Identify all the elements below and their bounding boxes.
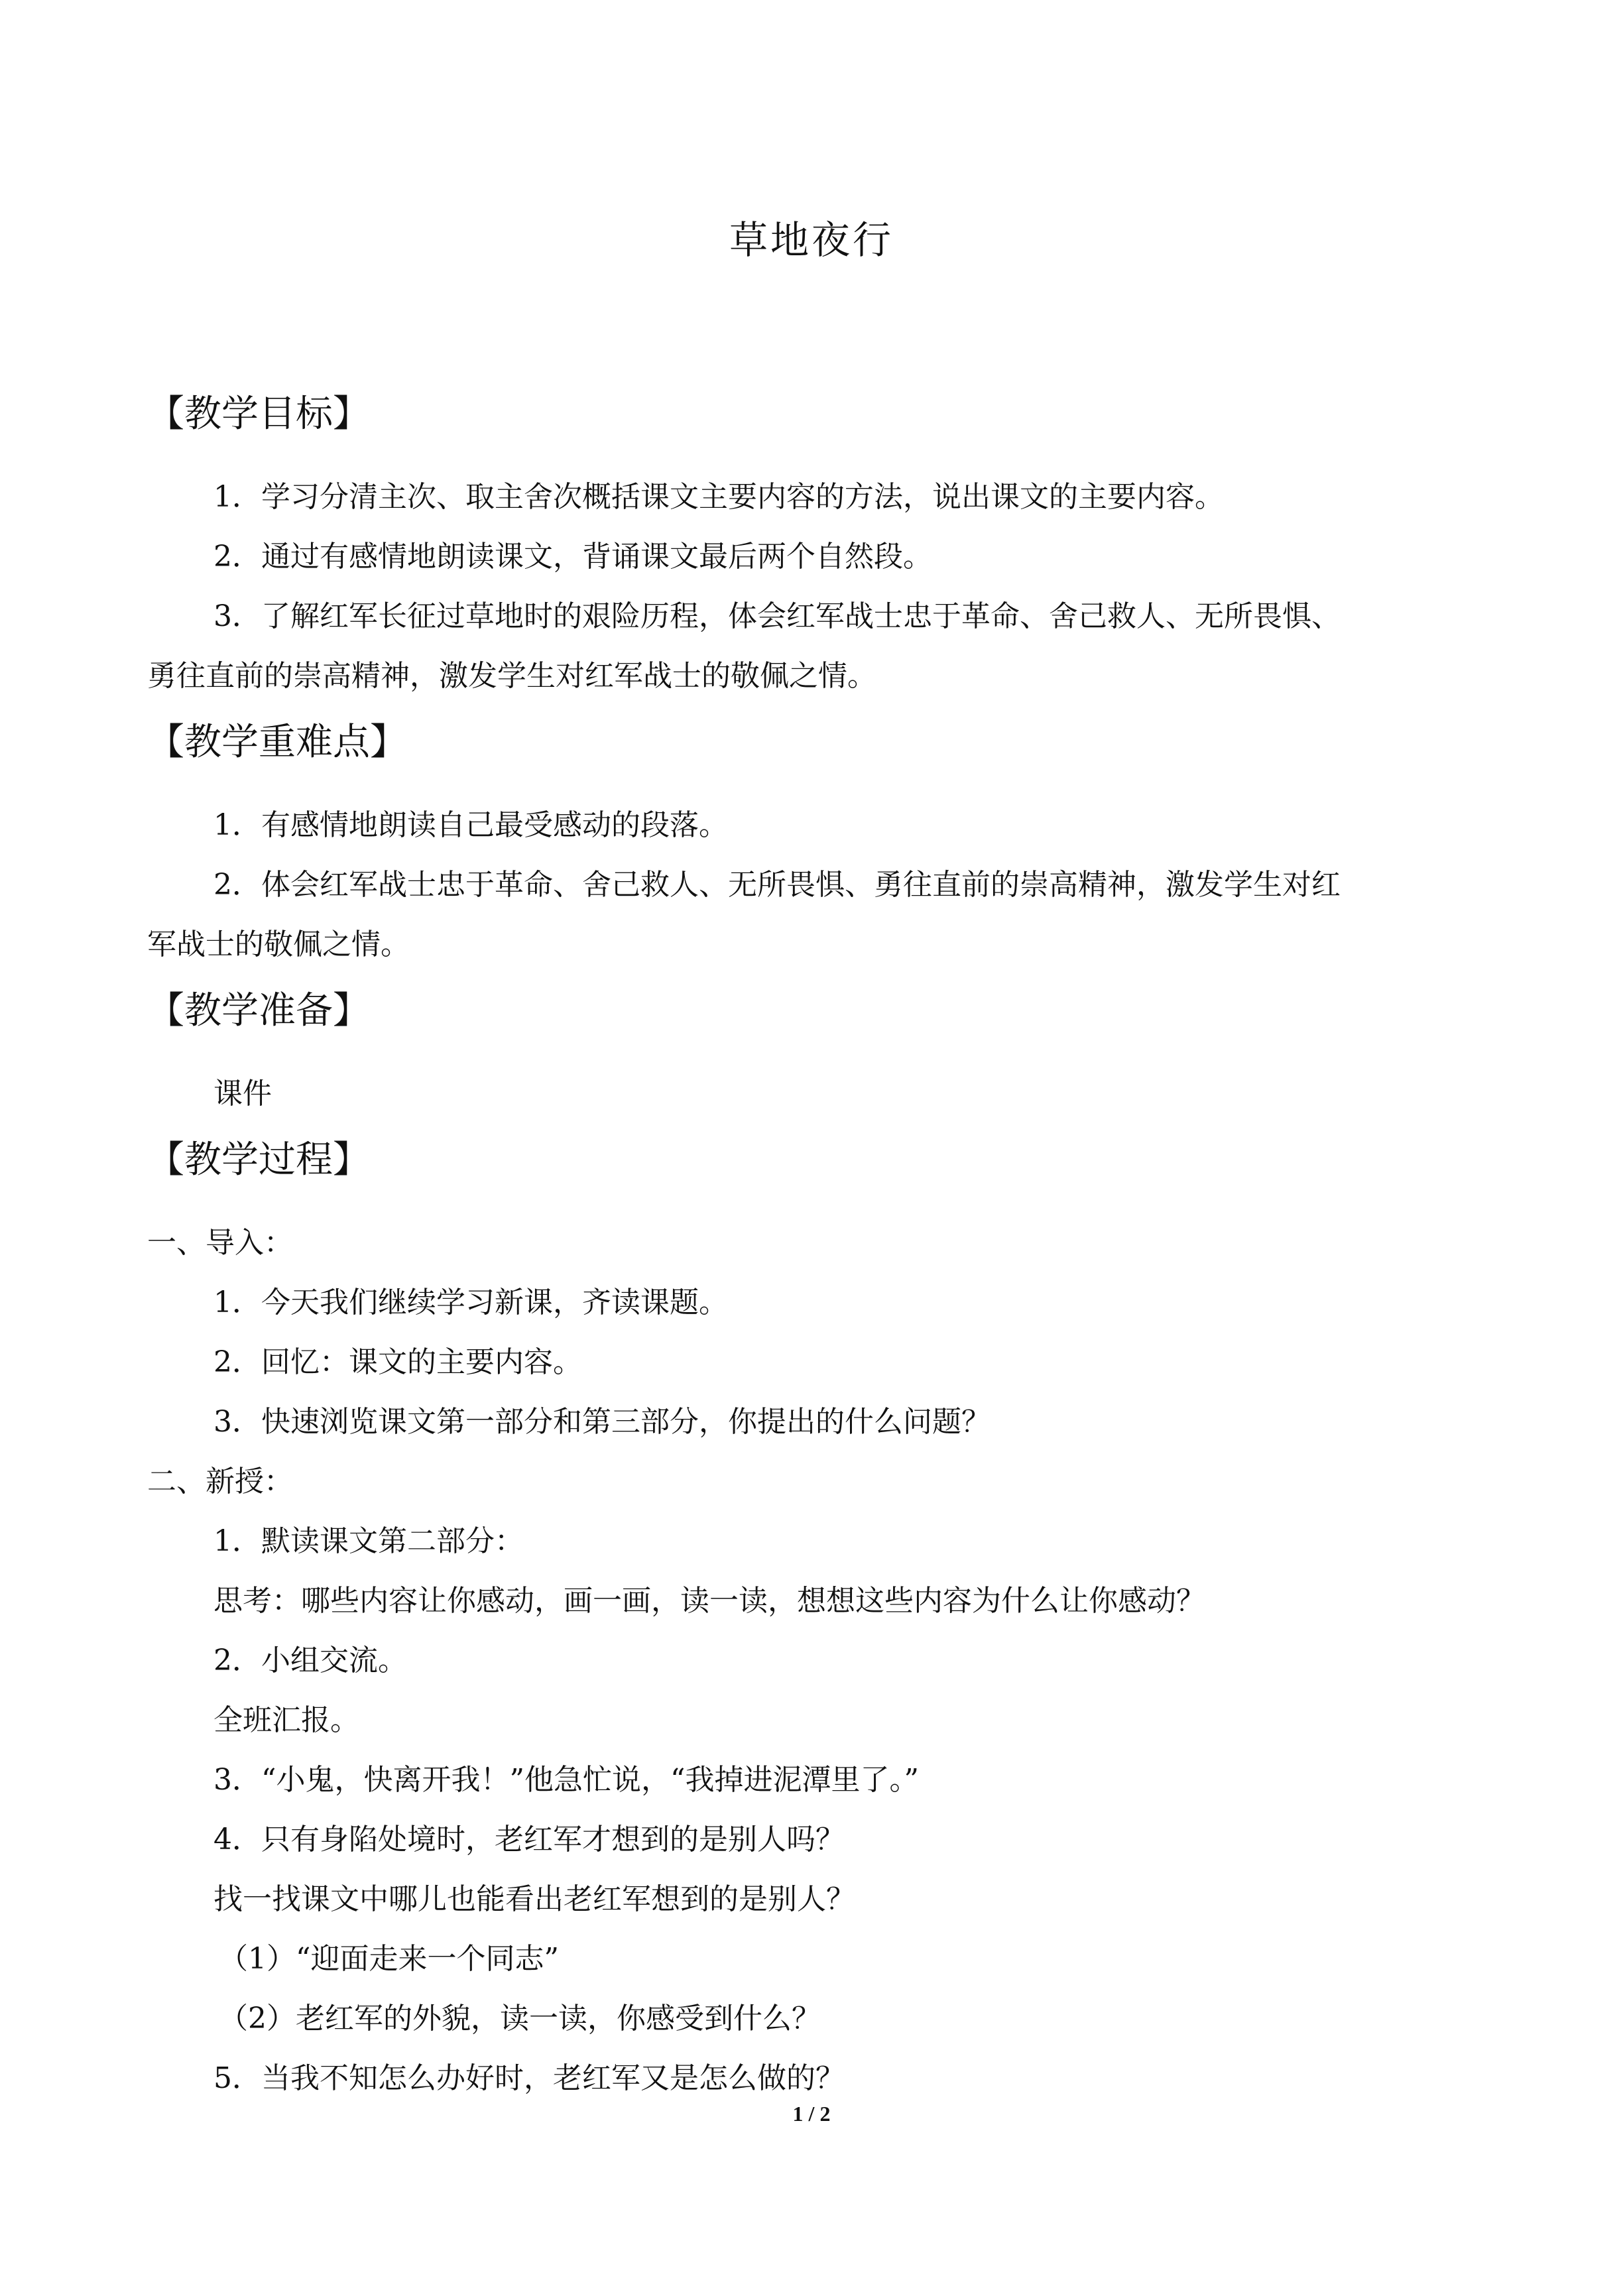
objective-item: 2．通过有感情地朗读课文，背诵课文最后两个自然段。 [213,540,932,574]
key-point-item: 1．有感情地朗读自己最受感动的段落。 [213,808,728,842]
page-title: 草地夜行 [729,217,894,263]
process-subitem: （2）老红军的外貌，读一读，你感受到什么？ [219,2002,821,2035]
process-item: 2．回忆：课文的主要内容。 [213,1345,582,1379]
process-item: 3．“小鬼，快离开我！”他急忙说，“我掉进泥潭里了。” [213,1763,919,1797]
process-part-title: 二、新授： [147,1465,293,1498]
section-heading-process: 【教学过程】 [147,1138,370,1181]
objective-item-continued: 勇往直前的崇高精神，激发学生对红军战士的敬佩之情。 [147,659,876,693]
process-item: 思考：哪些内容让你感动，画一画，读一读，想想这些内容为什么让你感动？ [213,1584,1205,1618]
process-item: 1．默读课文第二部分： [213,1524,524,1558]
process-item: 2．小组交流。 [213,1644,407,1677]
process-item: 找一找课文中哪儿也能看出老红军想到的是别人？ [213,1882,855,1916]
process-item: 1．今天我们继续学习新课，齐读课题。 [213,1286,728,1319]
process-subitem: （1）“迎面走来一个同志” [219,1942,559,1976]
objective-item: 3．了解红军长征过草地时的艰险历程，体会红军战士忠于革命、舍己救人、无所畏惧、 [213,599,1341,633]
section-heading-preparation: 【教学准备】 [147,989,370,1032]
objective-item: 1．学习分清主次、取主舍次概括课文主要内容的方法，说出课文的主要内容。 [213,480,1224,514]
key-point-item: 2．体会红军战士忠于革命、舍己救人、无所畏惧、勇往直前的崇高精神，激发学生对红 [213,868,1341,902]
process-part-title: 一、导入： [147,1226,293,1260]
section-heading-objectives: 【教学目标】 [147,393,370,436]
preparation-item: 课件 [213,1077,272,1111]
process-item: 5．当我不知怎么办好时，老红军又是怎么做的？ [213,2061,845,2095]
key-point-item-continued: 军战士的敬佩之情。 [147,928,410,961]
section-heading-key-points: 【教学重难点】 [147,721,407,764]
process-item: 4．只有身陷处境时，老红军才想到的是别人吗？ [213,1823,845,1856]
page-number: 1 / 2 [792,2102,831,2126]
process-item: 3．快速浏览课文第一部分和第三部分，你提出的什么问题？ [213,1405,991,1439]
process-item: 全班汇报。 [213,1703,359,1737]
